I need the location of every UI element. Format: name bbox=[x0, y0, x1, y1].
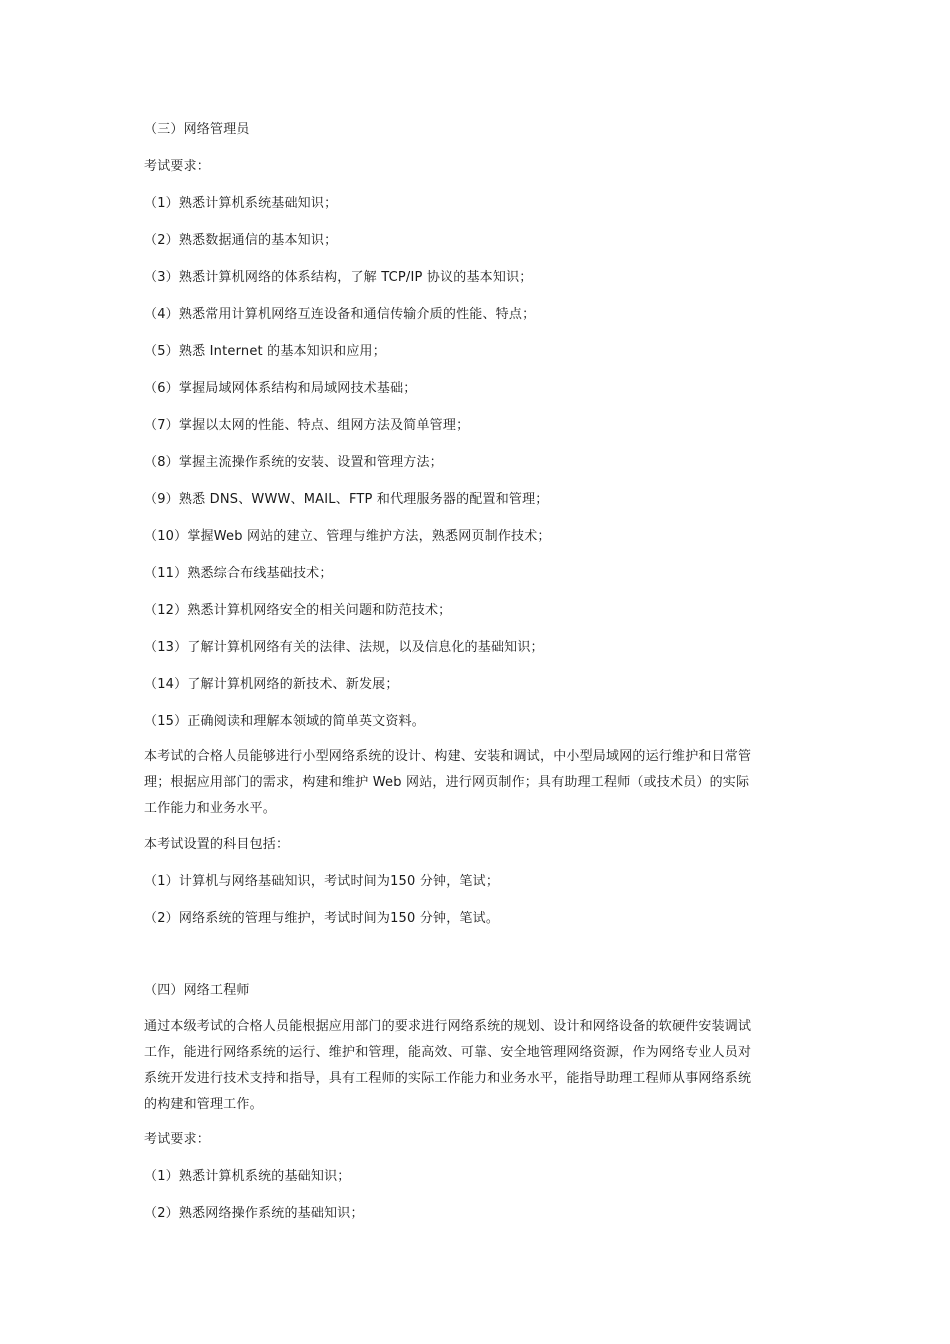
requirement-item: （15）正确阅读和理解本领域的简单英文资料。 bbox=[144, 714, 425, 729]
intro-line: 通过本级考试的合格人员能根据应用部门的要求进行网络系统的规划、设计和网络设备的软硬件安装调试 bbox=[144, 1019, 752, 1034]
exam-requirements-label: 考试要求： bbox=[144, 159, 211, 174]
requirement-item: （1）熟悉计算机系统的基础知识； bbox=[144, 1169, 351, 1184]
section-heading-network-engineer: （四）网络工程师 bbox=[144, 983, 250, 998]
requirement-item: （4）熟悉常用计算机网络互连设备和通信传输介质的性能、特点； bbox=[144, 307, 536, 322]
subject-item: （1）计算机与网络基础知识，考试时间为150 分钟，笔试； bbox=[144, 874, 500, 889]
intro-line: 的构建和管理工作。 bbox=[144, 1097, 263, 1112]
summary-line: 本考试的合格人员能够进行小型网络系统的设计、构建、安装和调试，中小型局域网的运行维护和日常管 bbox=[144, 749, 752, 764]
requirement-item: （8）掌握主流操作系统的安装、设置和管理方法； bbox=[144, 455, 443, 470]
requirement-item: （1）熟悉计算机系统基础知识； bbox=[144, 196, 338, 211]
requirement-item: （7）掌握以太网的性能、特点、组网方法及简单管理； bbox=[144, 418, 470, 433]
intro-line: 工作，能进行网络系统的运行、维护和管理，能高效、可靠、安全地管理网络资源，作为网络专业人员对 bbox=[144, 1045, 752, 1060]
requirement-item: （12）熟悉计算机网络安全的相关问题和防范技术； bbox=[144, 603, 452, 618]
requirement-item: （11）熟悉综合布线基础技术； bbox=[144, 566, 333, 581]
summary-line: 理；根据应用部门的需求，构建和维护 Web 网站，进行网页制作；具有助理工程师（或技术员）的实际 bbox=[144, 775, 750, 790]
intro-line: 系统开发进行技术支持和指导，具有工程师的实际工作能力和业务水平，能指导助理工程师从事网络系统 bbox=[144, 1071, 752, 1086]
section-heading-network-administrator: （三）网络管理员 bbox=[144, 122, 250, 137]
subjects-label: 本考试设置的科目包括： bbox=[144, 837, 290, 852]
requirement-item: （3）熟悉计算机网络的体系结构，了解 TCP/IP 协议的基本知识； bbox=[144, 270, 533, 285]
exam-requirements-label: 考试要求： bbox=[144, 1132, 211, 1147]
requirement-item: （9）熟悉 DNS、WWW、MAIL、FTP 和代理服务器的配置和管理； bbox=[144, 492, 549, 507]
requirement-item: （14）了解计算机网络的新技术、新发展； bbox=[144, 677, 399, 692]
engineer-intro bbox=[144, 1014, 824, 1118]
requirement-item: （10）掌握Web 网站的建立、管理与维护方法，熟悉网页制作技术； bbox=[144, 529, 551, 544]
requirement-item: （2）熟悉数据通信的基本知识； bbox=[144, 233, 338, 248]
qualification-summary bbox=[144, 744, 824, 822]
summary-line: 工作能力和业务水平。 bbox=[144, 801, 277, 816]
requirement-item: （13）了解计算机网络有关的法律、法规，以及信息化的基础知识； bbox=[144, 640, 544, 655]
requirement-item: （2）熟悉网络操作系统的基础知识； bbox=[144, 1206, 364, 1221]
subject-item: （2）网络系统的管理与维护，考试时间为150 分钟，笔试。 bbox=[144, 911, 500, 926]
requirement-item: （6）掌握局域网体系结构和局域网技术基础； bbox=[144, 381, 417, 396]
requirement-item: （5）熟悉 Internet 的基本知识和应用； bbox=[144, 344, 386, 359]
